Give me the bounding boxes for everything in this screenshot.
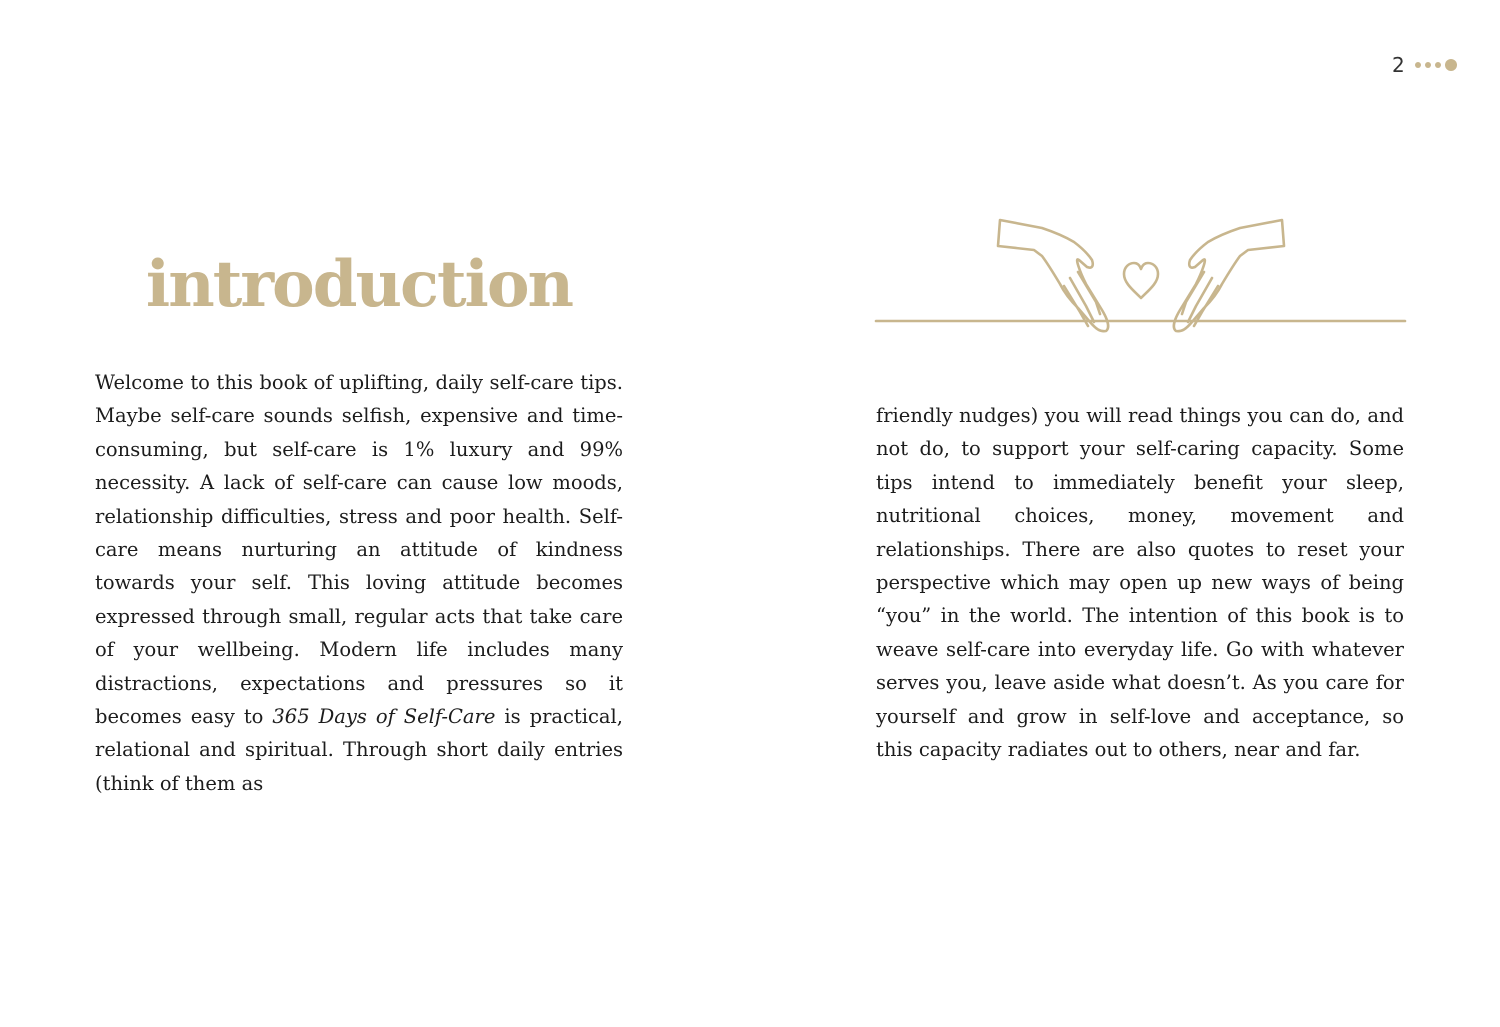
dot-ornament [1435,62,1441,68]
intro-text-part-1: Welcome to this book of uplifting, daily self-care tips. Maybe self-care sounds selfish, expensive and time-consuming, but self-care is 1% luxury and 99% necessity. A lack of self-care can cause low moods, relationship difficulties, stress and poor health. Self-care means nurturing an attitude of kindness towards your self. This loving attitude becomes expressed through small, regular acts that take care of your wellbeing. Modern life includes many distractions, expectations and pressures so it becomes easy to [95,371,623,729]
page-title: introduction [145,247,573,322]
book-title-italic: 365 Days of Self-Care [272,705,496,729]
hands-heart-icon [874,212,1408,342]
intro-text-part-2: is practical, relational and spiritual. Through short daily entries (think of them as [95,705,623,795]
dot-ornament [1445,59,1457,71]
dot-ornament [1425,62,1431,68]
dot-ornament [1415,62,1421,68]
page-number-text: 2 [1392,53,1405,77]
intro-text-left [95,366,623,800]
page-dots-ornament [1415,59,1457,71]
intro-text-right: friendly nudges) you will read things you can do, and not do, to support your self-caring capacity. Some tips intend to immediately benefit your sleep, nutritional choices, money, movement and relationships. There are also quotes to reset your perspective which may open up new ways of being “you” in the world. The intention of this book is to weave self-care into everyday life. Go with whatever serves you, leave aside what doesn’t. As you care for yourself and grow in self-love and acceptance, so this capacity radiates out to others, near and far. [876,404,1404,762]
page-number [1392,52,1457,78]
